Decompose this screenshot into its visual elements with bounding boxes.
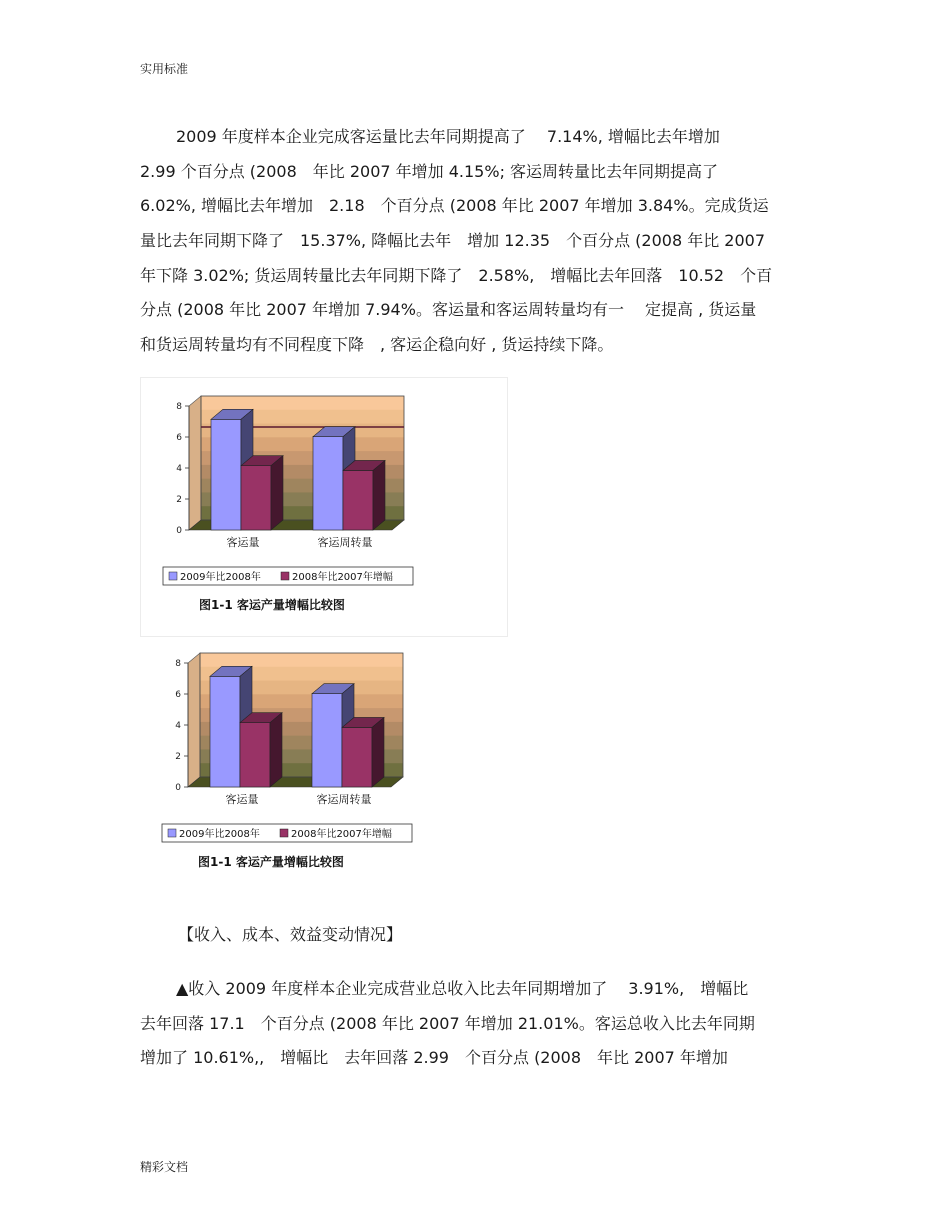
bar [343,470,373,530]
page-footer: 精彩文档 [140,1160,189,1174]
legend-label: 2008年比2007年增幅 [292,572,393,583]
x-category-label: 客运量 [226,536,260,549]
paragraph-line: 分点 (2008 年比 2007 年增加 7.94%。客运量和客运周转量均有一 定提高 , 货运量 [140,300,757,320]
figure-caption: 图1-1 客运产量增幅比较图 [198,855,344,869]
legend-swatch [169,572,177,580]
bar-side [372,717,384,787]
y-tick-label: 6 [176,433,182,443]
chart-background-band [201,396,404,410]
figure-caption: 图1-1 客运产量增幅比较图 [199,598,345,612]
y-tick-label: 6 [175,690,181,700]
bar [211,419,241,530]
bar-side [270,713,282,787]
paragraph-line: 去年回落 17.1 个百分点 (2008 年比 2007 年增加 21.01%。客运总收入比去年同期 [140,1013,755,1033]
bar [241,466,271,530]
bar [240,723,270,787]
paragraph-line: 量比去年同期下降了 15.37%, 降幅比去年 增加 12.35 个百分点 (2008 年比 2007 [140,231,766,251]
legend-label: 2008年比2007年增幅 [291,829,392,840]
y-tick-label: 4 [176,464,182,474]
paragraph-line: 增加了 10.61%,, 增幅比 去年回落 2.99 个百分点 (2008 年比 2007 年增加 [140,1048,728,1068]
bar [342,727,372,787]
y-tick-label: 8 [176,402,182,412]
x-category-label: 客运量 [225,793,259,806]
legend-swatch [280,829,288,837]
y-tick-label: 2 [175,752,181,762]
page-header: 实用标准 [140,62,189,76]
paragraph-line: 2009 年度样本企业完成客运量比去年同期提高了 7.14%, 增幅比去年增加 [176,127,720,146]
bar-side [373,460,385,530]
bar-chart [140,650,506,890]
chart-side-wall [189,396,201,530]
paragraph-passenger-freight [140,120,820,363]
y-tick-label: 4 [175,721,181,731]
y-tick-label: 0 [175,783,181,793]
bar-chart [141,378,507,636]
paragraph-line: 6.02%, 增幅比去年增加 2.18 个百分点 (2008 年比 2007 年增加 3.84%。完成货运 [140,196,769,216]
bar [312,694,342,787]
y-tick-label: 8 [175,659,181,669]
figure-chart-1 [140,377,508,637]
legend-swatch [168,829,176,837]
paragraph-line: 和货运周转量均有不同程度下降 , 客运企稳向好 , 货运持续下降。 [140,335,614,355]
paragraph-line: 年下降 3.02%; 货运周转量比去年同期下降了 2.58%, 增幅比去年回落 10.52 个百 [140,265,773,285]
figure-chart-2 [140,650,506,890]
x-category-label: 客运周转量 [316,793,372,806]
chart-background-band [200,653,403,667]
paragraph-income [140,972,820,1076]
legend-label: 2009年比2008年 [179,829,260,840]
chart-side-wall [188,653,200,787]
paragraph-line: ▲收入 2009 年度样本企业完成营业总收入比去年同期增加了 3.91%, 增幅比 [176,979,749,998]
bar [210,676,240,787]
paragraph-line: 2.99 个百分点 (2008 年比 2007 年增加 4.15%; 客运周转量比去年同期提高了 [140,161,719,181]
y-tick-label: 0 [176,526,182,536]
section-heading: 【收入、成本、效益变动情况】 [178,925,403,944]
bar-side [271,456,283,530]
y-tick-label: 2 [176,495,182,505]
legend-swatch [281,572,289,580]
x-category-label: 客运周转量 [317,536,373,549]
bar [313,437,343,530]
legend-label: 2009年比2008年 [180,572,261,583]
